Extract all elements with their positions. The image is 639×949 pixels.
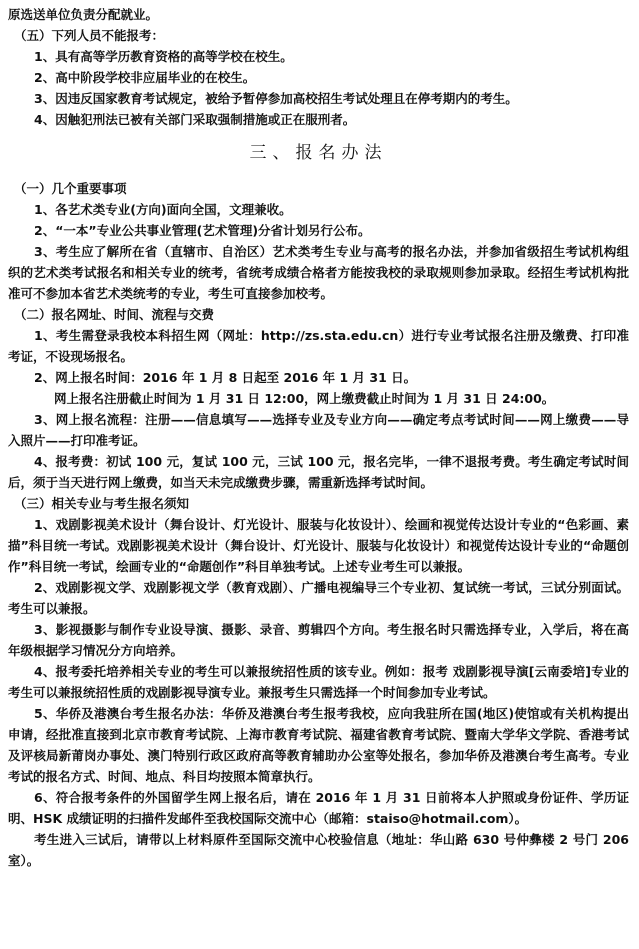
list-item: 4、报考费：初试 100 元，复试 100 元，三试 100 元，报名完毕，一律不退报考费。考生确定考试时间后，须于当天进行网上缴费，如当天未完成缴费步骤，需重新选择考试时间。 bbox=[8, 454, 629, 490]
list-item-detail: 网上报名注册截止时间为 1 月 31 日 12:00，网上缴费截止时间为 1 月 31 日 24:00。 bbox=[54, 391, 555, 406]
list-item: 1、具有高等学历教育资格的高等学校在校生。 bbox=[34, 49, 293, 64]
list-item: 3、因违反国家教育考试规定，被给予暂停参加高校招生考试处理且在停考期内的考生。 bbox=[34, 91, 518, 106]
list-item: 1、戏剧影视美术设计（舞台设计、灯光设计、服装与化妆设计）、绘画和视觉传达设计专业的“色彩画、素描”科目统一考试。戏剧影视美术设计（舞台设计、灯光设计、服装与化妆设计）和视觉传达设计专业的“命题创作”科目统一考试，绘画专业的“命题创作”科目单独考试。上述专业考生可以兼报。 bbox=[8, 517, 629, 574]
section-title: 三、报名办法 bbox=[249, 143, 388, 163]
list-item: 2、戏剧影视文学、戏剧影视文学（教育戏剧）、广播电视编导三个专业初、复试统一考试，三试分别面试。考生可以兼报。 bbox=[8, 580, 629, 616]
list-item: 3、考生应了解所在省（直辖市、自治区）艺术类考生专业与高考的报名办法，并参加省级招生考试机构组织的艺术类考试报名和相关专业的统考，省统考成绩合格者方能按我校的录取规则参加录取。经招生考试机构批准可不参加本省艺术类统考的专业，考生可直接参加校考。 bbox=[8, 244, 629, 301]
list-item: 2、网上报名时间：2016 年 1 月 8 日起至 2016 年 1 月 31 日。 bbox=[34, 370, 417, 385]
list-item: 考生进入三试后，请带以上材料原件至国际交流中心校验信息（地址：华山路 630 号仲彝楼 2 号门 206 室）。 bbox=[8, 832, 629, 868]
list-item: 6、符合报考条件的外国留学生网上报名后，请在 2016 年 1 月 31 日前将本人护照或身份证件、学历证明、HSK 成绩证明的扫描件发邮件至我校国际交流中心（邮箱：staiso@hotmail.com）。 bbox=[8, 790, 629, 826]
list-item: 2、高中阶段学校非应届毕业的在校生。 bbox=[34, 70, 256, 85]
list-item: 1、各艺术类专业(方向)面向全国，文理兼收。 bbox=[34, 202, 292, 217]
list-item: 4、因触犯刑法已被有关部门采取强制措施或正在服刑者。 bbox=[34, 112, 356, 127]
list-item: 1、考生需登录我校本科招生网（网址：http://zs.sta.edu.cn）进行专业考试报名注册及缴费、打印准考证，不设现场报名。 bbox=[8, 328, 629, 364]
subsection-heading: （一）几个重要事项 bbox=[14, 181, 127, 196]
subsection-heading: （五）下列人员不能报考： bbox=[14, 28, 165, 43]
list-item: 2、“一本”专业公共事业管理(艺术管理)分省计划另行公布。 bbox=[34, 223, 371, 238]
list-item: 3、网上报名流程：注册——信息填写——选择专业及专业方向——确定考点考试时间——网上缴费——导入照片——打印准考证。 bbox=[8, 412, 629, 448]
subsection-heading: （三）相关专业与考生报名须知 bbox=[14, 496, 190, 511]
list-item: 3、影视摄影与制作专业设导演、摄影、录音、剪辑四个方向。考生报名时只需选择专业，入学后，将在高年级根据学习情况分方向培养。 bbox=[8, 622, 629, 658]
paragraph: 原选送单位负责分配就业。 bbox=[8, 7, 159, 22]
list-item: 4、报考委托培养相关专业的考生可以兼报统招性质的该专业。例如：报考 戏剧影视导演[云南委培]专业的考生可以兼报统招性质的戏剧影视导演专业。兼报考生只需选择一个时间参加专业考试。 bbox=[8, 664, 629, 700]
list-item: 5、华侨及港澳台考生报名办法：华侨及港澳台考生报考我校，应向我驻所在国(地区)使馆或有关机构提出申请，经批准直接到北京市教育考试院、上海市教育考试院、福建省教育考试院、暨南大学华文学院、香港考试及评核局新莆岗办事处、澳门特别行政区政府高等教育辅助办公室等处报名，参加华侨及港澳台考生高考。专业考试的报名方式、时间、地点、科目均按照本简章执行。 bbox=[8, 706, 629, 784]
subsection-heading: （二）报名网址、时间、流程与交费 bbox=[14, 307, 215, 322]
